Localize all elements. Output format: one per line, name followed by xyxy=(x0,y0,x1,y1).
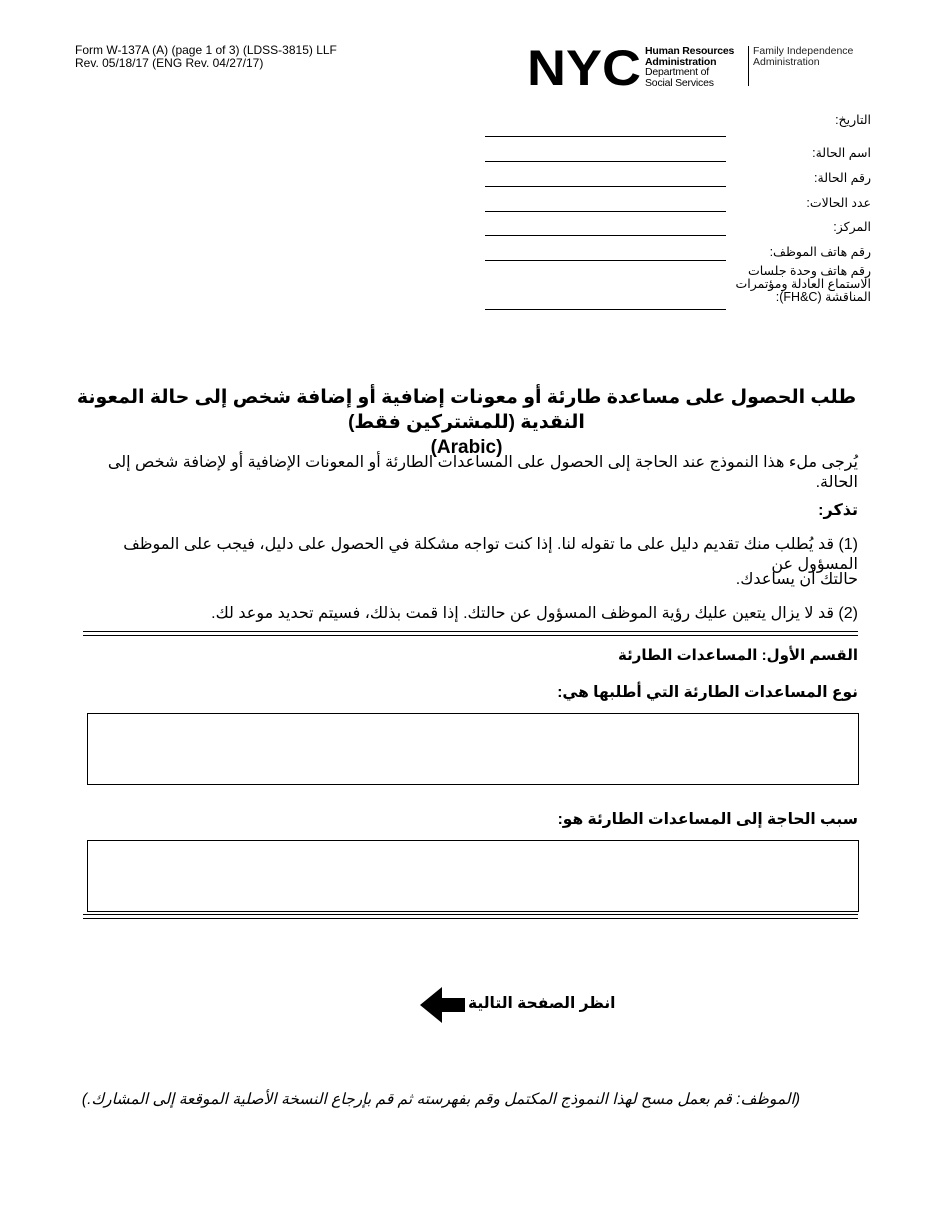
emergency-type-label: نوع المساعدات الطارئة التي أطلبها هي: xyxy=(557,684,858,701)
center-field[interactable] xyxy=(485,235,726,236)
title-language: (Arabic) xyxy=(430,437,503,458)
nyc-logo-text: NYC xyxy=(527,45,641,87)
date-label: التاريخ: xyxy=(835,113,871,127)
fhc-phone-field[interactable] xyxy=(485,309,726,310)
logo-divider xyxy=(748,46,749,86)
section-divider-top xyxy=(83,631,858,636)
worker-phone-label: رقم هاتف الموظف: xyxy=(769,245,871,259)
title-line1: طلب الحصول على مساعدة طارئة أو معونات إضافية أو إضافة شخص إلى حالة المعونة النقدية (للمشتركين فقط) xyxy=(76,387,857,433)
emergency-type-input[interactable] xyxy=(87,713,859,785)
fhc-label-line2: الاستماع العادلة ومؤتمرات xyxy=(735,277,871,291)
remember-item-1-cont: حالتك أن يساعدك. xyxy=(735,571,858,588)
department-name xyxy=(645,46,734,88)
arrow-left-icon xyxy=(420,987,465,1023)
section-divider-bottom xyxy=(83,914,858,919)
dept-line2: Administration xyxy=(645,55,717,68)
case-name-field[interactable] xyxy=(485,161,726,162)
emergency-reason-label: سبب الحاجة إلى المساعدات الطارئة هو: xyxy=(557,811,858,828)
fhc-label-line3: المناقشة (FH&C): xyxy=(775,290,871,304)
case-count-field[interactable] xyxy=(485,211,726,212)
date-field[interactable] xyxy=(485,136,726,137)
nyc-logo-icon xyxy=(527,45,642,87)
case-name-label: اسم الحالة: xyxy=(812,146,871,160)
fhc-phone-label xyxy=(731,265,871,304)
remember-heading: تذكر: xyxy=(818,502,858,519)
section1-heading: القسم الأول: المساعدات الطارئة xyxy=(618,647,858,664)
program-name xyxy=(753,46,853,68)
nyc-hra-logo xyxy=(527,45,862,89)
case-number-label: رقم الحالة: xyxy=(814,171,871,185)
intro-text: يُرجى ملء هذا النموذج عند الحاجة إلى الحصول على المساعدات الطارئة أو المعونات الإضافية أو لإضافة شخص إلى الحالة. xyxy=(107,454,858,491)
case-count-label: عدد الحالات: xyxy=(806,196,871,210)
form-id xyxy=(75,44,337,70)
dept-line3: Department of xyxy=(645,66,709,78)
program-line2: Administration xyxy=(753,56,820,68)
dept-line4: Social Services xyxy=(645,76,714,89)
case-number-field[interactable] xyxy=(485,186,726,187)
remember-item-2: (2) قد لا يزال يتعين عليك رؤية الموظف المسؤول عن حالتك. إذا قمت بذلك، فسيتم تحديد موعد لك. xyxy=(211,605,858,622)
worker-phone-field[interactable] xyxy=(485,260,726,261)
form-id-line1: Form W-137A (A) (page 1 of 3) (LDSS-3815) LLF xyxy=(75,43,337,57)
fhc-label-line1: رقم هاتف وحدة جلسات xyxy=(747,264,871,278)
next-page-text: انظر الصفحة التالية xyxy=(468,995,616,1012)
dept-line1: Human Resources xyxy=(645,45,735,57)
remember-item-1: (1) قد يُطلب منك تقديم دليل على ما تقوله لنا. إذا كنت تواجه مشكلة في الحصول على دليل، فيجب على الموظف المسؤول عن xyxy=(123,536,858,573)
worker-instruction: (الموظف: قم بعمل مسح لهذا النموذج المكتمل وقم بفهرسته ثم قم بإرجاع النسخة الأصلية الموقعة إلى المشارك.) xyxy=(81,1091,800,1108)
center-label: المركز: xyxy=(833,220,871,234)
page-title xyxy=(75,385,858,460)
form-revision-line: Rev. 05/18/17 (ENG Rev. 04/27/17) xyxy=(75,56,264,70)
program-line1: Family Independence xyxy=(753,45,854,57)
emergency-reason-input[interactable] xyxy=(87,840,859,912)
